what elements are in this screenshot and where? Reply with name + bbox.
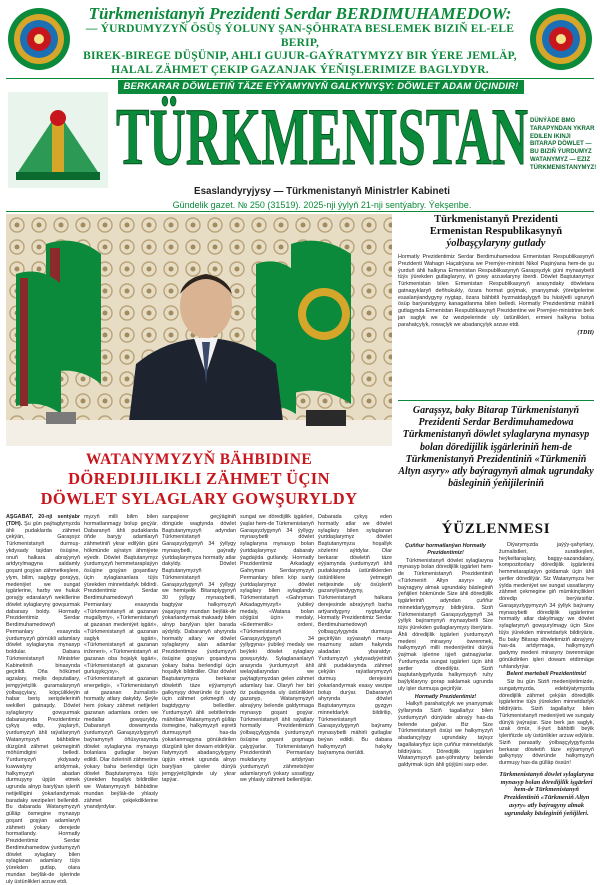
- article-text: myzyň milli bilim bilen hormatlanmagy bolup geçýär. Dabaranyň ähli pudaklarda öňde baryjy adamlaryň zähmetiniň ykrar edilýän güni hökmünde aýratyn ähmiýete eýedir. Döwlet Baştutanymyz ýurdumyzyň hemmetaraplaýyn ösüşine goşýan goşantlary üçin sylaglananlara tüýs ýürekden minnetdarlyk bildirdi. Prezidentimiz Serdar Berdimuhamedowyň Permanlary esasynda «Türkmenistanyň at gazanan mugallymy», «Türkmenistanyň at gazanan medeniýet işgäri», «Türkmenistanyň at gazanan saglyk işgäri», «Türkmenistanyň at gazanan inženeri», «Türkmenistanyň at gazanan oba hojalyk işgäri», «Türkmenistanyň at gazanan gurluşykçysy», «Türkmenistanyň at gazanan energetigi», «Türkmenistanyň at gazanan žurnalisti» hormatly atlary dakyldy. Şeýle hem ýokary zähmet netijeleri gazanan adamlara orden we medallar gowşuryldy. Dabaranyň dowamynda ýurdumyzyň Garaşsyzlygynyň baýramynyň öňüsyrasynda döwlet sylaglaryna mynasyp bolanlara gutlaglar beýan edildi. Olar özleriniň zähmetine ýokary baha berlendigi üçin döwlet Baştutanymyza tüýs ýürekden hoşallyk bildirdiler we Watanymyzyň bähbidine mundan beýläk-de yhlasly zähmet çekjekdiklerine ynandyrdylar.: [84, 514, 158, 811]
- appeal-subheading: Belent mertebeli Prezidentimiz!: [506, 671, 587, 678]
- appeal-text: Türkmenistanyň döwlet sylaglaryna mynasyp bolan döredijilik işgärleri hem-de Türkmenistanyň Prezidentiniň «Türkmeniň Altyn asyry» atly baýragyny almak ugrundaky bäsleginiň ýeňijileri hökmünde Size ähli döredijilik işgärleriniň adyndan çuňňur minnetdarlygymyzy bildirýäris. Siziň Türkmenistanyň Garaşsyzlygynyň 34 ýyllyk baýramynyň mynasybetli Size tüýs ýürekden gutlaglarymyzy iberýäris. Ähli döredijilik işgärleri ýurdumyzyň medeni mirasyny öwrenmek, halkymyzyň milli medeniýetini dünýä ýaýmak işlerine işjeň gatnaşýarlar. Ýurdumyzda sungat işgärleri üçin ähli şertler döredilýär. Siziň baştutanlygyňyzda halkymyzyň ruhy baýlyklaryny gorap saklamak ugrunda uly işler durmuşa geçirilýär.: [398, 557, 493, 692]
- article-column: [318, 514, 392, 846]
- divider: [6, 211, 594, 212]
- article-text: Hormatly Prezidentimiz Serdar Berdimuhamedow Ermenistan Respublikasynyň Prezidenti Wahagn Haçatrýana we Premýer-ministri Nikol Paşinýana hem-de şu ýurduň ähli halkyna Ermenistan Respublikasynyň Garaşsyzlyk güni mynasybetli tüýs ýürekden gutlaglaryny, iň gowy arzuwlaryny iberdi. Döwlet Baştutanymyz Türkmenistan bilen Ermenistan Respublikasynyň arasyndaky döwletara gatnaşyklaryň deňhukukly, özara hormat goýmak, ynanyşmak ýörelgelerine esaslanýandygyny nygtap, özara bähbitli hyzmatdaşlygyň bu häsiýetli ugrunyň ösüp barýandygyny kanagatlanma bilen belledi. Hormatly Prezidentimiz mähirli gutlagynda Ermenistan Respublikasynyň Prezidentine we Premýer-ministrine berk jan saglyk we öz wezipelerinde uly üstünlikleri, ermeni halkyna bolsa parahatçylyk, rowaçlyk we abadançylyk arzuw etdi.: [398, 254, 594, 328]
- divider: [398, 400, 594, 401]
- article-dateline: AŞGABAT, 20-nji sentýabr (TDH).: [6, 514, 80, 527]
- appeal-subheading: Çuňňur hormatlanýan Hormatly Prezidentimiz!: [405, 543, 486, 556]
- banner-line: — ÝURDUMYZYŇ ÖSÜŞ ÝOLUNY ŞAN-ŞÖHRATA BESLEMEK BIZIŇ EL-ELE BERIP,: [85, 23, 515, 49]
- article-text: Dabarada çykyş eden hormatly atlar we döwlet sylaglary bilen sylaglanan ýurtdaşlarymyz döwlet Baştutanymyza hoşallyk sözlerini aýtdylar. Olar berkarar döwletiň täze eýýamynda ýurdumyzyň ähli pudaklarynda üstünliklerden üstünliklere ýetmegiň netijesinde uly ösüşleriň gazanylýandygyny, Türkmenistanyň halkara derejesinde abraýynyň barha artýandygyny nygtadylar. Hormatly Prezidentimiz Serdar Berdimuhamedowyň ýolbaşçylygynda durmuşa geçirilýän syýasatyň many-mazmuny adam hakynda aladadan ybaratdyr. Ýurdumyzyň ykdysadyýetiniň ähli pudaklarynda zähmet çekýän raýatlarymyzyň durmuş derejesini ýokarlandyrmak esasy wezipe bolup durýar. Dabaranyň ahyrynda döwlet Baştutanymyza gyzgyn minnetdarlyk bildirilip, Türkmenistanyň Garaşsyzlygynyň baýramy mynasybetli mähirli gutlaglar beýan edildi. Bu dabara halkymyzyň hakyky baýramyna öwrüldi.: [318, 514, 392, 757]
- banner-line: HALAL ZÄHMET ÇEKIP GAZANJAK ÝEŇIŞLERIMIZE BAGLYDYR.: [111, 63, 489, 76]
- appeal-text: Siz bu gün Siziň medeniýetimizde, sungatymyzda, edebiýatymyzda döredijilik zähmet çekýän döredijilik işgärlerine tüýs ýürekden minnetdarlyk bildirýäris. Siziň tagallaňyz bilen Türkmenistanyň medeniýeti we sungaty dünýä ýaýraýar. Size berk jan saglyk, uzak ömür, il-ýurt bähbitli beýik işleriňizde uly üstünlikler arzuw edýäris. Siziň parasatly ýolbaşçylygyňyzda berkarar döwletiň täze eýýamynyň galkynyşy döwründe halkymyzyň durmuşy has-da gülläp össün!: [499, 679, 594, 766]
- article-column: [240, 514, 314, 846]
- appeal-title: ÝÜZLENMESI: [441, 521, 551, 537]
- article-column: [6, 514, 81, 885]
- article-heading-line: ýolbaşçylaryny gutlady: [446, 238, 546, 249]
- neutrality-note: DÜNÝÄDE BMG TARAPYNDAN YKRAR EDILEN IKINJI BITARAP DÖWLET — BU BIZIŇ ÝURDUMYZ WATANYMYZ — EZIZ TÜRKMENISTANYMYZ!: [530, 118, 597, 171]
- article-heading: [398, 214, 594, 250]
- armenia-greeting-article: [398, 214, 594, 336]
- masthead-slogan: BERKARAR DÖWLETIŇ TÄZE EÝÝAMYNYŇ GALKYNYŞY: DÖWLET ADAM ÜÇINDIR!: [118, 80, 524, 94]
- top-banner: [0, 0, 600, 76]
- article-text: sanpaýerer geçýäginiň döngüde wagtynda döwlet Baştutanymyzyň adyndan Türkmenistanyň Garaşsyzlygynyň 34 ýyllygy mynasybetli, gaýratly ýurtdaşlarymyza hormatly atlar dakyldy. Döwlet Baştutanymyzyň Türkmenistanyň Garaşsyzlygynyň 34 ýyllygy we hemişelik Bitaraplygynyň 30 ýyllygy mynasybetli, bagtyýar halkymyzyň ýaşaýşyny mundan beýläk-de ýokarlandyrmak maksady bilen alnyp barylýan işler barada aýdyldy. Dabaranyň ahyrynda hormatly atlary we döwlet sylaglaryny alan adamlar Prezidentimize ýurdumyzyň ösüşine goşýan goşandyna ýokary baha berlendigi üçin hoşallyk bildirdiler. Olar döwlet Baştutanymyza berkarar döwletiň täze eýýamynyň galkynyşy döwründe öz ýurdy üçin zähmet çekmegiň uly bagtdygyny bellediler. Ýurdumyzyň ähli sebitlerinde mähriban Watanymyzyň gülläp ösmegine, halkymyzyň eşretli durmuşynyň has-da ýokarlanmagyna gönükdirilen düzgünli işler dowam etdirilýär. Ilatymyzyň abadançylygyny üpjün etmek ugrunda alnyp barylýan çäreler dünýä jemgyýetçiliginde uly ykrar tapýar.: [162, 514, 237, 784]
- founder-line: Esaslandyryjysy — Türkmenistanyň Ministrler Kabineti: [194, 186, 450, 197]
- appeal-signature: Türkmenistanyň döwlet sylaglaryna mynasyp bolan döredijilik işgärleri hem-de Türkmenistanyň Prezidentiniň «Türkmeniň Altyn asyry» atly baýragyny almak ugrundaky bäsleginiň ýeňijileri.: [499, 770, 594, 817]
- independence-monument-logo-icon: [8, 92, 108, 188]
- article-heading-line: Türkmenistanyň Prezidenti: [434, 214, 558, 225]
- main-headline: [6, 450, 392, 509]
- headline-line: WATANYMYZYŇ BÄHBIDINE: [85, 451, 313, 468]
- banner-heading: Türkmenistanyň Prezidenti Serdar BERDIMUHAMEDOW:: [88, 4, 512, 23]
- newspaper-title: [112, 90, 532, 182]
- appeal-subheading: Hormatly Prezidentimiz!: [414, 693, 477, 700]
- article-text: Şu gün paýtagtymyzda ähli pudaklarda zähmet çekýän, Garaşsyz Türkmenistanyň durmuş-ykdysady taýdan ösüşine, onuň halkara abraýynyň artdyrylmagyna saldamly goşant goşýan zähmetkeşlere, ylym, bilim, saglygy goraýyş, medeniýet we sungat işgärlerine, harby we hukuk goraýjy edaralaryň wekillerine döwlet sylaglaryny gowşurmak dabarasy boldy. Hormatly Prezidentimiz Serdar Berdimuhamedowyň Permanlary esasynda ýurdumyzyň görnükli adamlary döwlet sylaglaryna mynasyp boldular. Dabara Türkmenistanyň Ministrler Kabinetiniň binasynda geçirildi. Oňa hökümet agzalary, mejlis deputatlary, jemgyýetçilik guramalarynyň ýolbaşçylary, köpçülikleýin habar beriş serişdeleriniň wekilleri gatnaşdy. Döwlet sylaglaryny gowşurmak dabarasynda Prezidentimiz çykyş edip, ýaşlaryň, ýurdumyzyň ähli raýatlarynyň Watanymyzyň bähbidine düzgünli zähmet çekmeginiň möhümdigini belledi. Ýurdumyzyň ykdysady kuwwatyny artdyrmak, halkymyzyň abadan durmuşyny üpjün etmek ugrunda alnyp barylýan işleriň netijeliligini ýokarlandyrmak baradaky wezipeleri bellenildi. Bu dabarada Watanymyzyň gülläp ösmegine mynasyp goşant goşýan adamlaryň zähmeti ýokary derejede hormatlandy. Hormatly Prezidentimiz Serdar Berdimuhamedow ýurdumyzyň döwlet sylaglary bilen sylaglanan adamlary tüýs ýürekden gutlap, olara mundan beýläk-de işlerinde uly üstünlikleri arzuw etdi.: [6, 520, 81, 885]
- appeal-column: [499, 542, 594, 846]
- state-emblem-icon: [528, 6, 594, 72]
- appeal-column: [398, 542, 493, 846]
- headline-line: DÖWLET SYLAGLARY GOWŞURYLDY: [40, 489, 358, 508]
- headline-line: DÖREDIJILIKLI ZÄHMET ÜÇIN: [68, 469, 330, 488]
- divider: [6, 78, 594, 79]
- article-column: [84, 514, 158, 846]
- president-photo-illustration: [6, 214, 392, 446]
- appeal-text: Halkyň parahatçylyk we ynanyşmak ýyllarynda Siziň tagallaňyz bilen ýurdumyzyň dünýäde abraýy has-da belende galýar. Biz Size Türkmenistanyň ösüşi we halkymyzyň abadançylygy ugrundaky taýsyz tagallalaryňyz üçin çuňňur minnetdarlyk bildirýäris. Döredijilik işgärleri Watanymyzyň şan-şöhratyny belende galdyrmak üçin ähli güýjüni sarp eder.: [398, 701, 493, 768]
- article-heading-line: Ermenistan Respublikasynyň: [429, 226, 563, 237]
- banner-line: BIREK-BIREGE DÜŞÜNIP, AHLI GUJUR-GAÝRATYMYZY BIR ÝERE JEMLÄP,: [83, 50, 517, 62]
- article-column: [162, 514, 236, 846]
- source-tag: (TDH): [577, 330, 594, 337]
- president-photo: [6, 214, 392, 446]
- appeal-text: Diýarymyzda jaýýy-şahyrlary, žurnalistleri, suratkeşleri, heýkeltaraşlary, bagşy-sazandalary, kompozitorlary döredijilik işgärlerini hemmetaraplaýyn goldamak üçin ähli şertler döredilýär. Siz Watanymyza her ýylda medeniýet we sungat ussatlaryny zähmet çekmegine giň mümkinçilikleri döredip berýärsiňiz. Garaşsyzlygymyzyň 34 ýyllyk baýramy mynasybetli döredijilik işgärlerine hormatly atlar dakylmagy we döwlet sylaglarynyň gowşurylmagy üçin Size tüýs ýürekden minnetdarlyk bildirýäris. Bu baky Bitarap döwletimiziň abraýyny has-da artdyrmaga, halkymyzyň gadymy medeni mirasyny öwrenmäge gönükdirilen işleri dowam etdirmäge ruhlandyrýar.: [499, 542, 594, 670]
- issue-info: Gündelik gazet. № 250 (31519). 2025-nji ýylyň 21-nji sentýabry. Ýekşenbe.: [172, 200, 472, 210]
- appeal-heading: Garaşsyz, baky Bitarap Türkmenistanyň Prezidenti Serdar Berdimuhamedowa Türkmenistanyň döwlet sylaglaryna mynasyp bolan döredijilik işgärleriniň hem-de Türkmenistanyň Prezidentiniň «Türkmeniň Altyn asyry» atly baýragynyň almak ugrundaky bäsleginiň ýeňijileriniň: [398, 405, 594, 490]
- newspaper-title-text: TÜRKMENISTAN: [116, 91, 528, 182]
- state-emblem-icon: [6, 6, 72, 72]
- article-text: sungat we döredijilik işgärleri, ýaşlar hem-de Türkmenistanyň Garaşsyzlygynyň 34 ýyllygy mynasybetli döwlet sylaglaryna mynasyp bolan ýurtdaşlarymyz dabaraly ýagdaýda gutlandy. Hormatly Prezidentimiz Arkadagly Gahryman Serdarymyzyň Permanlary bilen köp sanly ýurtdaşlarymyz döwlet sylaglary bilen sylaglandy. Türkmenistanyň «Gahryman Arkadagymyzyň» ýubileý medaly, «Watana bolan söýgüsi üçin» medaly, «Edermenlik» ordeni, «Türkmenistanyň Garaşsyzlygynyň 34 ýyllygyna» ýubileý medaly we beýleki döwlet sylaglary gowşuryldy. Sylaglananlaryň arasynda ýurdumyzyň ähli welaýatlaryndan we paýtagtymyzdan gelen zähmet adamlary bar. Olaryň her biri öz pudagynda uly üstünlikleri gazanyp, Watanymyzyň abraýyny belende galdyrmaga mynasyp goşant goşýar. Türkmenistanyň ähli raýatlary hormatly Prezidentimiziň ýolbaşçylygynda ýurdumyzyň ösüşine goşant goşmaga çalyşýarlar. Türkmenistanyň Prezidentiniň Permanlary mukdaryny artdyrýan ýurdumyzyň zähmetsöýer adamlarynyň ýokary ussatlygy we yhlasly zähmeti bellenilýär.: [240, 514, 314, 784]
